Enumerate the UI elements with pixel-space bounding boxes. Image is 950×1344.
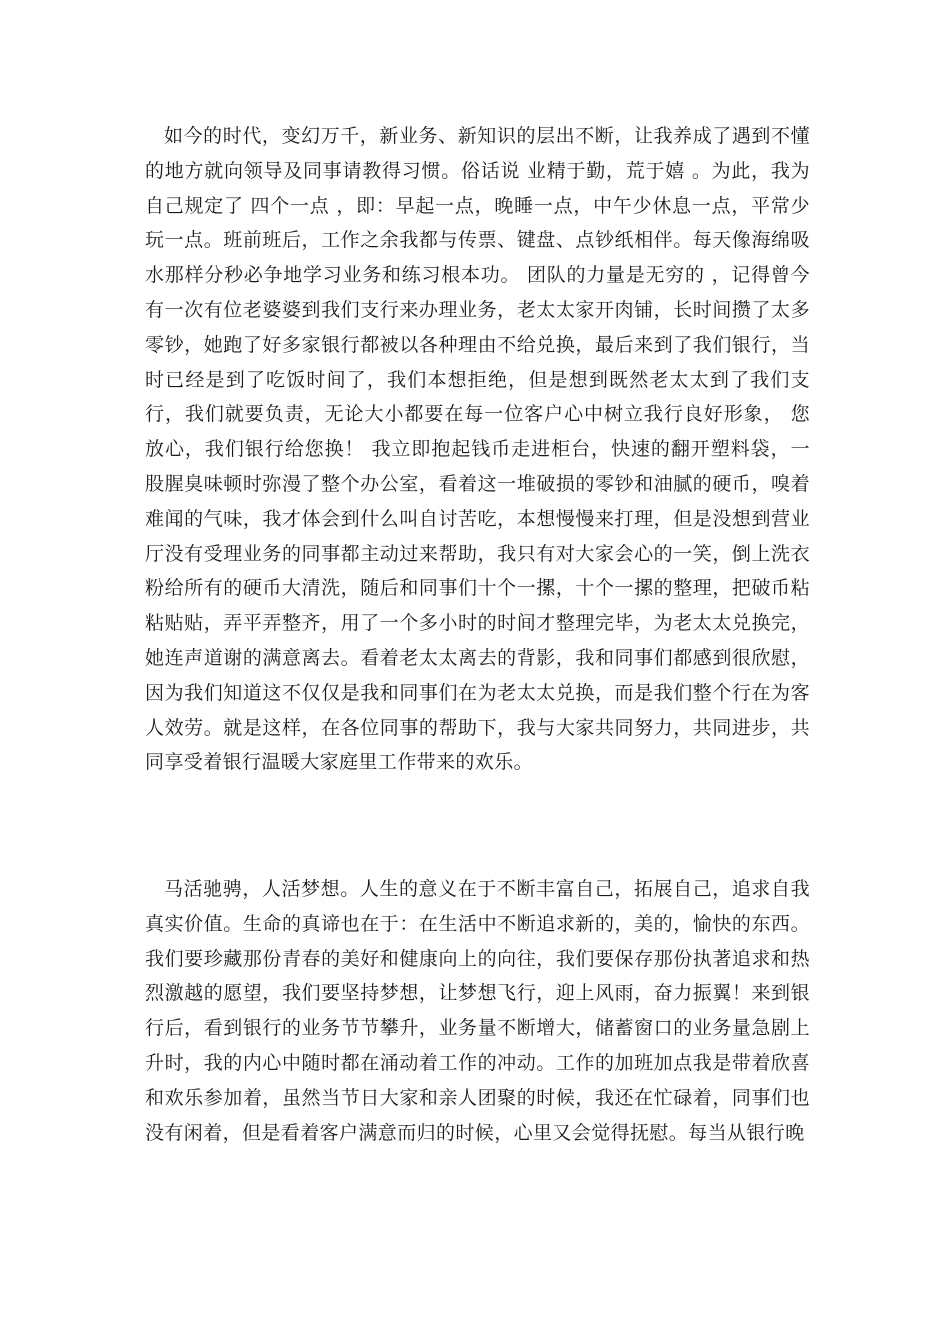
body-paragraph-1: 如今的时代，变幻万千，新业务、新知识的层出不断，让我养成了遇到不懂的地方就向领导及同事请教得习惯。俗话说 业精于勤，荒于嬉 。为此，我为自己规定了 四个一点 ，即：早起一点，晚睡一点，中午少休息一点，平常少玩一点。班前班后，工作之余我都与传票、键盘、点钞纸相伴。每天像海绵吸水那样分秒必争地学习业务和练习根本功。 团队的力量是无穷的 ，记得曾今有一次有位老婆婆到我们支行来办理业务，老太太家开肉铺，长时间攒了太多零钞，她跑了好多家银行都被以各种理由不给兑换，最后来到了我们银行，当时已经是到了吃饭时间了，我们本想拒绝，但是想到既然老太太到了我们支行，我们就要负责，无论大小都要在每一位客户心中树立我行良好形象， 您放心，我们银行给您换！ 我立即抱起钱币走进柜台，快速的翻开塑料袋，一股腥臭味顿时弥漫了整个办公室，看着这一堆破损的零钞和油腻的硬币，嗅着难闻的气味，我才体会到什么叫自讨苦吃，本想慢慢来打理，但是没想到营业厅没有受理业务的同事都主动过来帮助，我只有对大家会心的一笑，倒上洗衣粉给所有的硬币大清洗，随后和同事们十个一摞，十个一摞的整理，把破币粘粘贴贴，弄平弄整齐，用了一个多小时的时间才整理完毕，为老太太兑换完，她连声道谢的满意离去。看着老太太离去的背影，我和同事们都感到很欣慰，因为我们知道这不仅仅是我和同事们在为老太太兑换，而是我们整个行在为客人效劳。就是这样，在各位同事的帮助下，我与大家共同努力，共同进步，共同享受着银行温暖大家庭里工作带来的欢乐。 [145, 125, 810, 774]
body-paragraph-2: 马活驰骋，人活梦想。人生的意义在于不断丰富自己，拓展自己，追求自我真实价值。生命的真谛也在于：在生活中不断追求新的，美的，愉快的东西。我们要珍藏那份青春的美好和健康向上的向往，我们要保存那份执著追求和热烈激越的愿望，我们要坚持梦想，让梦想飞行，迎上风雨，奋力振翼！来到银行后，看到银行的业务节节攀升，业务量不断增大，储蓄窗口的业务量急剧上升时，我的内心中随时都在涌动着工作的冲动。工作的加班加点我是带着欣喜和欢乐参加着，虽然当节日大家和亲人团聚的时候，我还在忙碌着，同事们也没有闲着，但是看着客户满意而归的时候，心里又会觉得抚慰。每当从银行晚 [145, 878, 810, 1144]
